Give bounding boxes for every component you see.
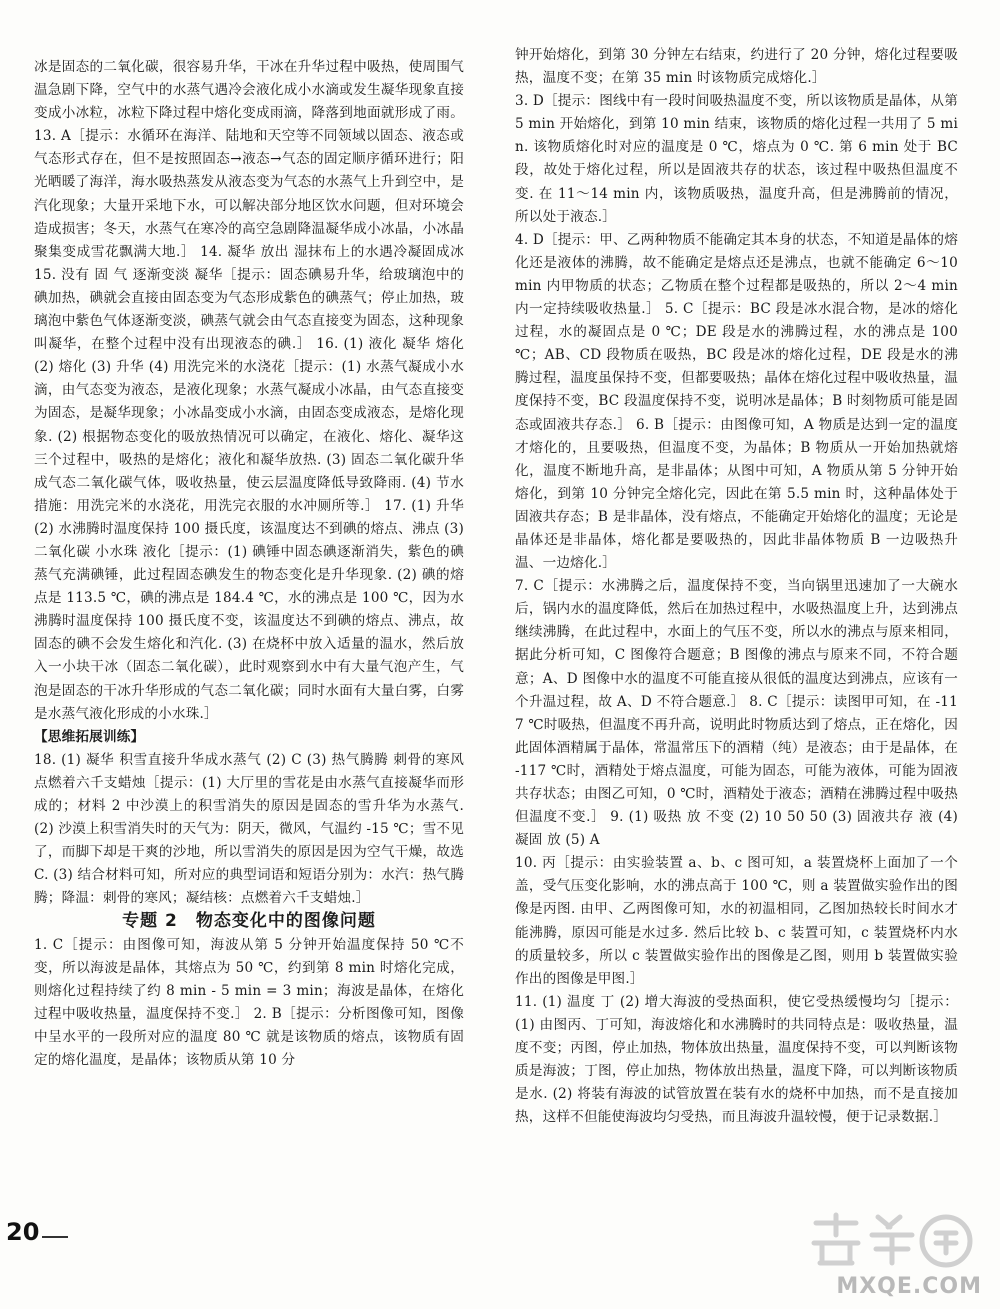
right-paragraph-3: 4. D［提示：甲、乙两种物质不能确定其本身的状态，不知道是晶体的熔化还是液体的沸腾，故不能确定是熔点还是沸点，也就不能确定 6～10 min 内甲物质的状态；乙物质在整个过程都是吸热的，所以 2～4 min 内一定持续吸收热量.］ 5. C［提示：BC 段是冰水混合物，是冰的熔化过程，水的凝固点是 0 ℃；DE 段是水的沸腾过程，水的沸点是 100 ℃；AB、CD 段物质在吸热，BC 段是冰的熔化过程，DE 段是水的沸腾过程，温度虽保持不变，但都要吸热；晶体在熔化过程中吸收热量，温度保持不变，BC 段温度保持不变，说明冰是晶体；B 时刻物质可能是固态或固液共存态.］ 6. B［提示：由图像可知，A 物质是达到一定的温度才熔化的，且要吸热，但温度不变，为晶体；B 物质从一开始加热就熔化，温度不断地升高，是非晶体；从图中可知，A 物质从第 5 分钟开始熔化，到第 10 分钟完全熔化完，因此在第 5.5 min 时，这种晶体处于固液共存态；B 是非晶体，没有熔点，不能确定开始熔化的温度；无论是晶体还是非晶体，熔化都是要吸热的，因此非晶体物质 B 一边吸热升温、一边熔化.］ xyxy=(515,231,958,572)
right-column xyxy=(515,44,958,1129)
topic-title: 专题 2 物态变化中的图像问题 xyxy=(122,911,376,932)
page-number-rule xyxy=(42,1236,68,1238)
page-number: 20 xyxy=(6,1218,40,1246)
left-paragraph-2: 18. (1) 凝华 积雪直接升华成水蒸气 (2) C (3) 热气腾腾 刺骨的寒风 点燃着六千支蜡烛［提示：(1) 大厅里的雪花是由水蒸气直接凝华而形成的；材料 2 中沙漠上的积雪消失的原因是固态的雪升华为水蒸气. (2) 沙漠上积雪消失时的天气为：阴天，微风，气温约 -15 ℃；雪不见了，而脚下却是干爽的沙地，所以雪消失的原因是因为空气干燥，故选 C. (3) 结合材料可知，所对应的典型词语和短语分别为：水汽：热气腾腾；降温：刺骨的寒风；凝结核：点燃着六千支蜡烛.］ xyxy=(34,751,464,907)
right-paragraph-5: 10. 丙［提示：由实验装置 a、b、c 图可知，a 装置烧杯上面加了一个盖，受气压变化影响，水的沸点高于 100 ℃，则 a 装置做实验作出的图像是丙图. 由甲、乙两图像可知，水的初温相同，乙图加热较长时间水才能沸腾，原因可能是水过多. 然后比较 b、c 装置可知，c 装置烧杯内水的质量较多，所以 c 装置做实验作出的图像是乙图，则用 b 装置做实验作出的图像是甲图.］ xyxy=(515,855,958,987)
left-column xyxy=(34,56,464,1072)
watermark-text: MXQE.COM xyxy=(836,1274,982,1299)
left-paragraph-3: 1. C［提示：由图像可知，海波从第 5 分钟开始温度保持 50 ℃不变，所以海波是晶体，其熔点为 50 ℃，约到第 8 min 时熔化完成，则熔化过程持续了约 8 min - 5 min = 3 min；海波是晶体，在熔化过程中吸收热量，温度保持不变.］ 2. B［提示：分析图像可知，图像中呈水平的一段所对应的温度 80 ℃ 就是该物质的熔点，该物质有固定的熔化温度，是晶体；该物质从第 10 分 xyxy=(34,936,464,1069)
section-label-thinking-training: 【思维拓展训练】 xyxy=(34,728,145,745)
right-paragraph-6: 11. (1) 温度 丁 (2) 增大海波的受热面积，使它受热缓慢均匀［提示：(1) 由图丙、丁可知，海波熔化和水沸腾时的共同特点是：吸收热量，温度不变；丙图，停止加热，物体放出热量，温度保持不变，可以判断该物质是海波；丁图，停止加热，物体放出热量，温度下降，可以判断该物质是水. (2) 将装有海波的试管放置在装有水的烧杯中加热，而不是直接加热，这样不但能使海波均匀受热，而且海波升温较慢，便于记录数据.］ xyxy=(515,993,958,1126)
right-paragraph-4: 7. C［提示：水沸腾之后，温度保持不变，当向锅里迅速加了一大碗水后，锅内水的温度降低，然后在加热过程中，水吸热温度上升，达到沸点继续沸腾，在此过程中，水面上的气压不变，所以水的沸点与原来相同，据此分析可知，C 图像符合题意；B 图像的沸点与原来不同，不符合题意；A、D 图像中水的温度不可能直接从很低的温度达到沸点，应该有一个升温过程，故 A、D 不符合题意.］ 8. C［提示：读图甲可知，在 -117 ℃时吸热，但温度不再升高，说明此时物质达到了熔点，正在熔化，因此固体酒精属于晶体，常温常压下的酒精（纯）是液态；由于是晶体，在 -117 ℃时，酒精处于熔点温度，可能为固态，可能为液体，可能为固液共存状态；由图乙可知，0 ℃时，酒精处于液态；酒精在沸腾过程中吸热但温度不变.］ 9. (1) 吸热 放 不变 (2) 10 50 50 (3) 固液共存 液 (4) 凝固 放 (5) A xyxy=(515,578,958,849)
right-paragraph-2: 3. D［提示：图线中有一段时间吸热温度不变，所以该物质是晶体，从第 5 min 开始熔化，到第 10 min 结束，该物质的熔化过程一共用了 5 min. 该物质熔化时对应的温度是 0 ℃，熔点为 0 ℃. 第 6 min 处于 BC 段，故处于熔化过程，所以是固液共存的状态，该过程中吸热但温度不变. 在 11～14 min 内，该物质吸热，温度升高，但是沸腾前的情况，所以处于液态.］ xyxy=(515,93,958,225)
left-paragraph-1: 冰是固态的二氧化碳，很容易升华，干冰在升华过程中吸热，使周围气温急剧下降，空气中的水蒸气遇冷会液化成小水滴或发生凝华现象直接变成小冰粒，冰粒下降过程中熔化变成雨滴，降落到地面就形成了雨。 13. A［提示：水循环在海洋、陆地和天空等不同领域以固态、液态或气态形式存在，但不是按照固态→液态→气态的固定顺序循环进行；阳光晒暖了海洋，海水吸热蒸发从液态变为气态的水蒸气上升到空中，是汽化现象；大量开采地下水，可以解决部分地区饮水问题，但对环境会造成损害；冬天，水蒸气在寒冷的高空急剧降温凝华成小冰晶，小冰晶聚集变成雪花飘满大地.］ 14. 凝华 放出 湿抹布上的水遇冷凝固成冰 15. 没有 固 气 逐渐变淡 凝华［提示：固态碘易升华，给玻璃泡中的碘加热，碘就会直接由固态变为气态形成紫色的碘蒸气；停止加热，玻璃泡中紫色气体逐渐变淡，碘蒸气就会由气态直接变为固态，这种现象叫凝华，在整个过程中没有出现液态的碘.］ 16. (1) 液化 凝华 熔化 (2) 熔化 (3) 升华 (4) 用洗完米的水浇花［提示：(1) 水蒸气凝成小水滴，由气态变为液态，是液化现象；水蒸气凝成小冰晶，由气态直接变为固态，是凝华现象；小冰晶变成小水滴，由固态变成液态，是熔化现象. (2) 根据物态变化的吸放热情况可以确定，在液化、熔化、凝华这三个过程中，吸热的是熔化；液化和凝华放热. (3) 固态二氧化碳升华成气态二氧化碳气体，吸收热量，使云层温度降低导致降雨. (4) 节水措施：用洗完米的水浇花，用洗完衣服的水冲厕所等.］ 17. (1) 升华 (2) 水沸腾时温度保持 100 摄氏度，该温度达不到碘的熔点、沸点 (3) 二氧化碳 小水珠 液化［提示：(1) 碘锤中固态碘逐渐消失，紫色的碘蒸气充满碘锤，此过程固态碘发生的物态变化是升华现象. (2) 碘的熔点是 113.5 ℃，碘的沸点是 184.4 ℃，水的沸点是 100 ℃，因为水沸腾时温度保持 100 摄氏度不变，该温度达不到碘的熔点、沸点，故固态的碘不会发生熔化和汽化. (3) 在烧杯中放入适量的温水，然后放入一小块干冰（固态二氧化碳），此时观察到水中有大量气泡产生，气泡是固态的干冰升华形成的气态二氧化碳；同时水面有大量白雾，白雾是水蒸气液化形成的小水珠.］ xyxy=(34,59,464,722)
right-paragraph-1: 钟开始熔化，到第 30 分钟左右结束，约进行了 20 分钟，熔化过程要吸热，温度不变；在第 35 min 时该物质完成熔化.］ xyxy=(515,47,958,87)
